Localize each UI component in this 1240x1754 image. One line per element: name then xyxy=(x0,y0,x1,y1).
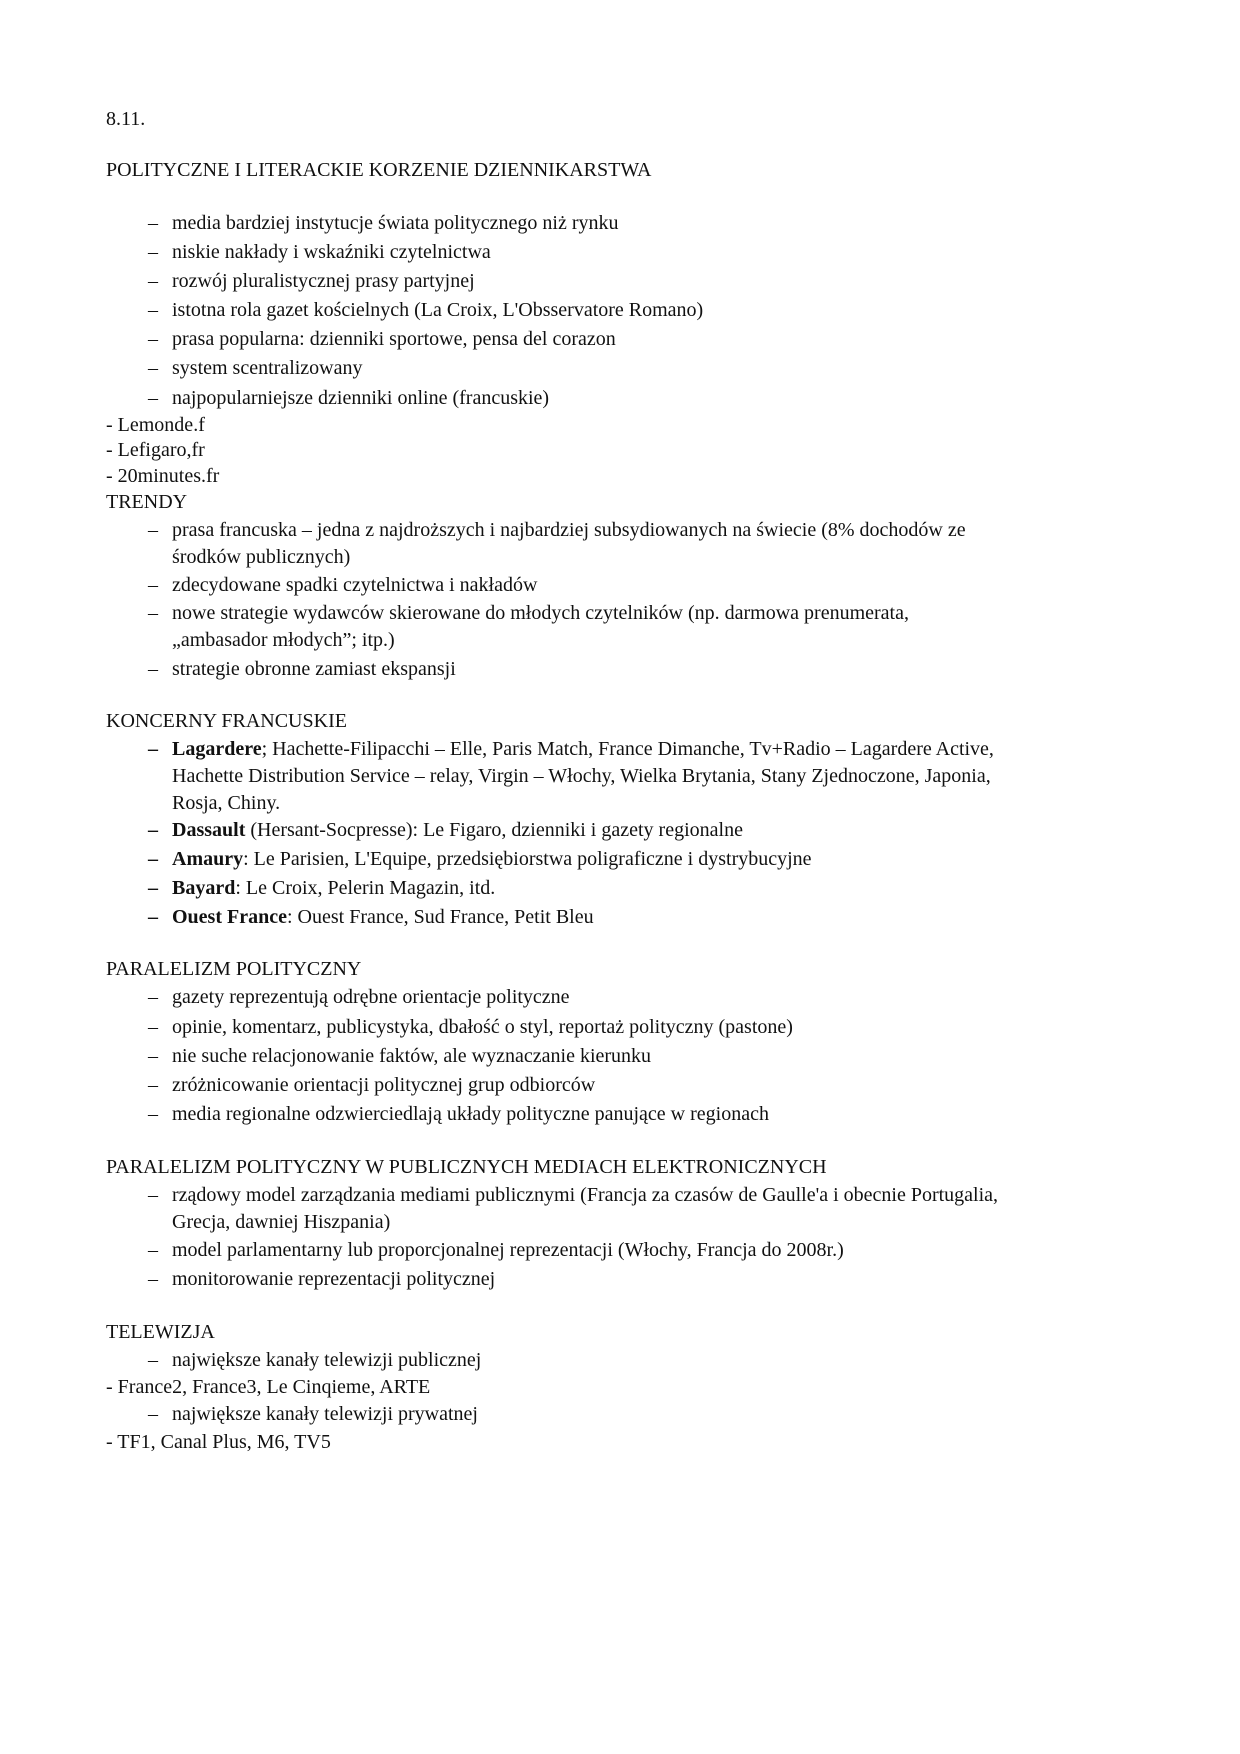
dash-bullet: – xyxy=(148,1074,158,1096)
dash-bullet: – xyxy=(148,1016,158,1038)
item-text: monitorowanie reprezentacji politycznej xyxy=(172,1268,496,1290)
company-name: Dassault xyxy=(172,819,246,841)
item-text: największe kanały telewizji prywatnej xyxy=(172,1403,478,1425)
item-text: media bardziej instytucje świata politycznego niż rynku xyxy=(172,212,619,234)
list-item xyxy=(148,385,1008,412)
dash-bullet: – xyxy=(148,387,158,409)
list-item xyxy=(148,1101,1008,1128)
dash-bullet: – xyxy=(148,1349,158,1371)
item-text: rozwój pluralistycznej prasy partyjnej xyxy=(172,270,475,292)
list-item xyxy=(148,1266,1008,1293)
list-item xyxy=(148,355,1008,382)
item-text: : Le Parisien, L'Equipe, przedsiębiorstwa poligraficzne i dystrybucyjne xyxy=(243,848,812,870)
list-item xyxy=(148,1014,1008,1041)
dash-bullet: – xyxy=(148,848,158,870)
item-text: (Hersant-Socpresse): Le Figaro, dzienniki i gazety regionalne xyxy=(245,819,743,841)
item-text: model parlamentarny lub proporcjonalnej reprezentacji (Włochy, Francja do 2008r.) xyxy=(172,1239,844,1261)
item-text: niskie nakłady i wskaźniki czytelnictwa xyxy=(172,241,491,263)
dash-bullet: – xyxy=(148,1268,158,1290)
item-text: rządowy model zarządzania mediami publicznymi (Francja za czasów de Gaulle'a i obecnie Portugalia, Grecja, dawniej Hiszpania) xyxy=(172,1184,999,1233)
dash-bullet: – xyxy=(148,1239,158,1261)
date: 8.11. xyxy=(106,108,146,130)
list-item xyxy=(148,239,1008,266)
list-item xyxy=(148,875,1008,902)
item-text: ; Hachette-Filipacchi – Elle, Paris Match, France Dimanche, Tv+Radio – Lagardere Active, Hachette Distribution Service – relay, Virgin – Włochy, Wielka Brytania, Stany Zjednoczone, Japonia, Rosja, Chiny. xyxy=(172,738,994,814)
dash-bullet: – xyxy=(148,357,158,379)
item-text: : Ouest France, Sud France, Petit Bleu xyxy=(286,906,594,928)
site-item: - 20minutes.fr xyxy=(106,465,220,487)
site-item: - Lemonde.f xyxy=(106,414,205,436)
section-title: TRENDY xyxy=(106,491,188,513)
section-title: KONCERNY FRANCUSKIE xyxy=(106,710,347,732)
dash-bullet: – xyxy=(148,1403,158,1425)
item-text: media regionalne odzwierciedlają układy polityczne panujące w regionach xyxy=(172,1103,769,1125)
list-item xyxy=(148,517,1008,571)
item-text: prasa popularna: dzienniki sportowe, pensa del corazon xyxy=(172,328,616,350)
list-item xyxy=(148,1347,1008,1374)
item-text: nie suche relacjonowanie faktów, ale wyznaczanie kierunku xyxy=(172,1045,652,1067)
dash-bullet: – xyxy=(148,574,158,596)
item-text: gazety reprezentują odrębne orientacje polityczne xyxy=(172,986,570,1008)
list-item xyxy=(148,984,1008,1011)
list-item xyxy=(148,736,1008,817)
item-text: : Le Croix, Pelerin Magazin, itd. xyxy=(235,877,496,899)
list-item xyxy=(148,297,1008,324)
dash-bullet: – xyxy=(148,986,158,1008)
dash-bullet: – xyxy=(148,1103,158,1125)
list-item xyxy=(148,600,1008,654)
list-item xyxy=(148,210,1008,237)
item-text: zróżnicowanie orientacji politycznej grup odbiorców xyxy=(172,1074,596,1096)
item-text: największe kanały telewizji publicznej xyxy=(172,1349,482,1371)
list-item xyxy=(148,1072,1008,1099)
list-item xyxy=(148,326,1008,353)
item-text: strategie obronne zamiast ekspansji xyxy=(172,658,456,680)
dash-bullet: – xyxy=(148,299,158,321)
dash-bullet: – xyxy=(148,519,158,541)
company-name: Ouest France xyxy=(172,906,287,928)
list-item xyxy=(148,1182,1008,1236)
dash-bullet: – xyxy=(148,328,158,350)
list-item xyxy=(148,846,1008,873)
item-text: opinie, komentarz, publicystyka, dbałość o styl, reportaż polityczny (pastone) xyxy=(172,1016,793,1038)
dash-bullet: – xyxy=(148,1184,158,1206)
section-title: TELEWIZJA xyxy=(106,1321,215,1343)
item-text: zdecydowane spadki czytelnictwa i nakładów xyxy=(172,574,538,596)
item-text: prasa francuska – jedna z najdroższych i najbardziej subsydiowanych na świecie (8% dochodów ze środków publicznych) xyxy=(172,519,966,568)
item-text: istotna rola gazet kościelnych (La Croix, L'Obsservatore Romano) xyxy=(172,299,704,321)
list-item xyxy=(148,904,1008,931)
list-item xyxy=(148,572,1008,599)
dash-bullet: – xyxy=(148,241,158,263)
dash-bullet: – xyxy=(148,270,158,292)
channel-list: - TF1, Canal Plus, M6, TV5 xyxy=(106,1431,331,1453)
dash-bullet: – xyxy=(148,602,158,624)
company-name: Bayard xyxy=(172,877,236,899)
company-name: Amaury xyxy=(172,848,244,870)
channel-list: - France2, France3, Le Cinqieme, ARTE xyxy=(106,1376,431,1398)
list-item xyxy=(148,268,1008,295)
item-text: system scentralizowany xyxy=(172,357,363,379)
dash-bullet: – xyxy=(148,738,158,760)
list-item xyxy=(148,817,1008,844)
dash-bullet: – xyxy=(148,1045,158,1067)
dash-bullet: – xyxy=(148,906,158,928)
list-item xyxy=(148,1237,1008,1264)
dash-bullet: – xyxy=(148,212,158,234)
list-item xyxy=(148,1043,1008,1070)
dash-bullet: – xyxy=(148,658,158,680)
list-item xyxy=(148,1401,1008,1428)
item-text: najpopularniejsze dzienniki online (francuskie) xyxy=(172,387,550,409)
dash-bullet: – xyxy=(148,877,158,899)
dash-bullet: – xyxy=(148,819,158,841)
site-item: - Lefigaro,fr xyxy=(106,439,205,461)
section-title: POLITYCZNE I LITERACKIE KORZENIE DZIENNIKARSTWA xyxy=(106,159,652,181)
section-title: PARALELIZM POLITYCZNY xyxy=(106,958,362,980)
section-title: PARALELIZM POLITYCZNY W PUBLICZNYCH MEDIACH ELEKTRONICZNYCH xyxy=(106,1156,827,1178)
item-text: nowe strategie wydawców skierowane do młodych czytelników (np. darmowa prenumerata, „ambasador młodych”; itp.) xyxy=(172,602,909,651)
company-name: Lagardere xyxy=(172,738,262,760)
list-item xyxy=(148,656,1008,683)
